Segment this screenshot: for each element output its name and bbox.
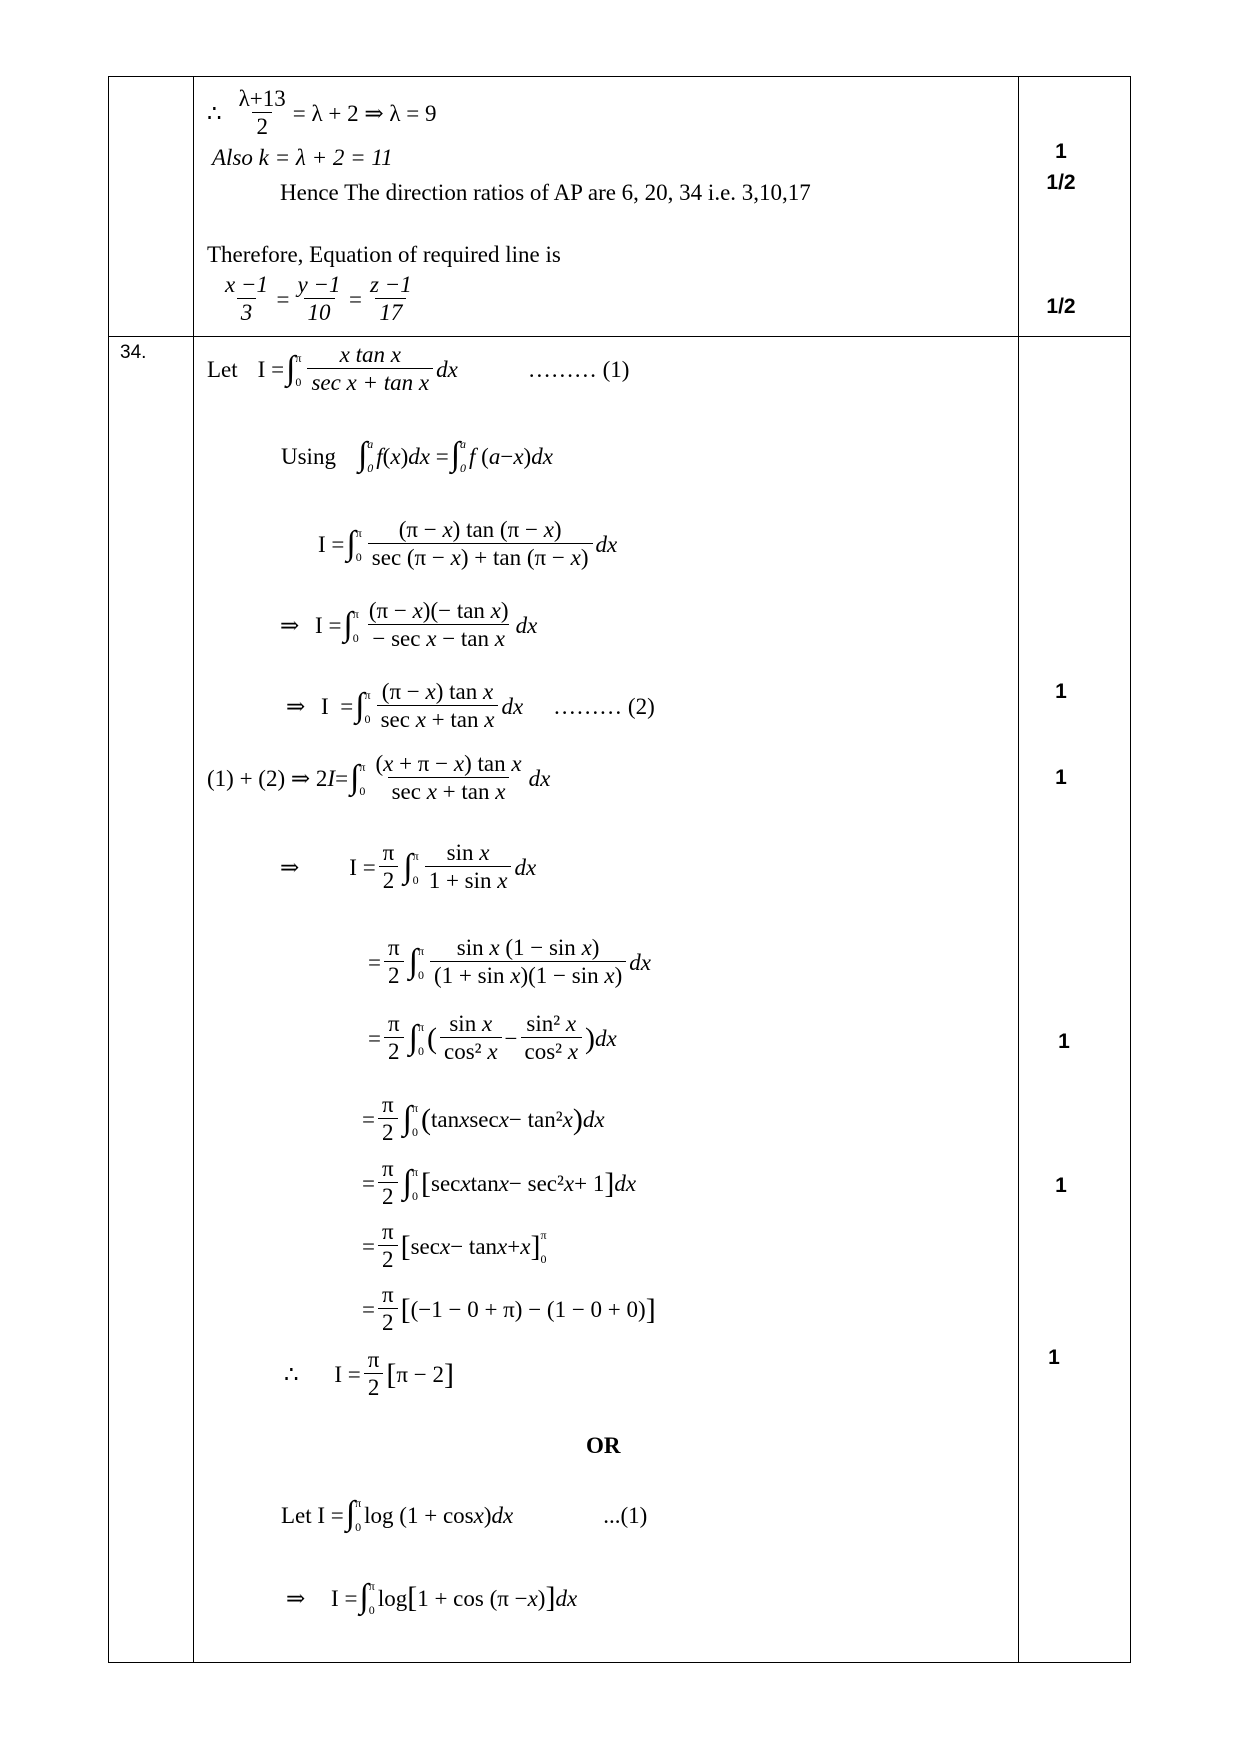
or-label: OR [586, 1433, 621, 1458]
q34-step-result: ∴ I = $\frac{\pi}{2}$ [ π − 2 ] [284, 1347, 454, 1401]
q34-step-evaluate: = $\frac{\pi}{2}$ [ (−1 − 0 + π) − (1 − 0 + 0) ] [362, 1282, 656, 1336]
mark: 1 [1055, 766, 1067, 789]
q34-or-step-let: Let I = ∫ π 0 log (1 + cos x ) dx ...(1) [281, 1495, 648, 1534]
q34-step-reduce: ⇒ I = $\frac{\pi}{2}$ ∫ π 0 $\frac{\text{sin x}}{\text{1 + sin x}}$ dx [280, 840, 537, 894]
mark: 1 [1048, 1346, 1060, 1369]
mark: 1/2 [1046, 171, 1076, 194]
q33-line-therefore: ∴ $\frac{\lambda+13}{2}$ = λ + 2 ⇒ λ = 9 [207, 86, 437, 140]
q34-step-eq2: ⇒ I = ∫ π 0 $\frac{\text{(π − x) tan x}}{\text{sec x + tan x}}$ dx ……… (2) [286, 679, 655, 733]
q34-step-add: (1) + (2) ⇒ 2 I = ∫ π 0 $\frac{\text{(x + π − x) tan x}}{\text{sec x + tan x}}$ dx [207, 751, 551, 805]
mark: 1 [1058, 1030, 1070, 1053]
q34-step-rationalise: = $\frac{\pi}{2}$ ∫ π 0 $\frac{\text{sin x (1 − sin x)}}{\text{(1 + sin x)(1 − sin x)}}$ dx [368, 935, 651, 989]
q34-step-using: Using ∫ a 0 f ( x ) dx = ∫ a 0 f ( a − x ) dx [281, 436, 553, 475]
q33-line-also: Also k = λ + 2 = 11 [212, 145, 393, 170]
q34-step-split: = $\frac{\pi}{2}$ ∫ π 0 ( $\frac{\text{sin x}}{\text{cos² x}}$ − $\frac{\text{sin² x}}{\text{cos² x}}$ ) dx [368, 1011, 617, 1065]
q34-step-simplify: ⇒ I = ∫ π 0 $\frac{\text{(π − x)(− tan x)}}{\text{− sec x − tan x}}$ dx [280, 598, 538, 652]
q34-step-antiderivative: = $\frac{\pi}{2}$ [ sec x − tan x + x ] π 0 [362, 1219, 547, 1273]
q34-step-sec: = $\frac{\pi}{2}$ ∫ π 0 [ sec x tan x − sec² x + 1 ] dx [362, 1156, 637, 1210]
mark: 1 [1055, 1174, 1067, 1197]
q33-line-equation: $\frac{x -1}{3}$ = $\frac{y -1}{10}$ = $\frac{z -1}{17}$ [225, 272, 412, 326]
mark: 1/2 [1046, 295, 1076, 318]
q34-step-let: Let I = ∫ π 0 $\frac{\text{x tan x}}{\text{sec x + tan x}}$ dx ……… (1) [207, 342, 630, 396]
col-divider-1 [193, 77, 194, 1662]
row-divider [109, 336, 1130, 337]
q34-or-step-substitute: ⇒ I = ∫ π 0 log [ 1 + cos (π − x ) ] dx [286, 1578, 578, 1617]
q33-line-equation-intro: Therefore, Equation of required line is [207, 242, 561, 267]
mark: 1 [1055, 140, 1067, 163]
q33-line-direction-ratios: Hence The direction ratios of AP are 6, 20, 34 i.e. 3,10,17 [280, 180, 811, 205]
mark: 1 [1055, 680, 1067, 703]
q34-step-tan: = $\frac{\pi}{2}$ ∫ π 0 ( tan x sec x − tan² x ) dx [362, 1092, 605, 1146]
q34-step-substitute: I = ∫ π 0 $\frac{(\pi - x) \tan (\pi - x)}{\sec (\pi - x) + \tan (\pi - x)}$ dx [318, 517, 618, 571]
col-divider-2 [1018, 77, 1019, 1662]
question-number: 34. [120, 342, 147, 363]
